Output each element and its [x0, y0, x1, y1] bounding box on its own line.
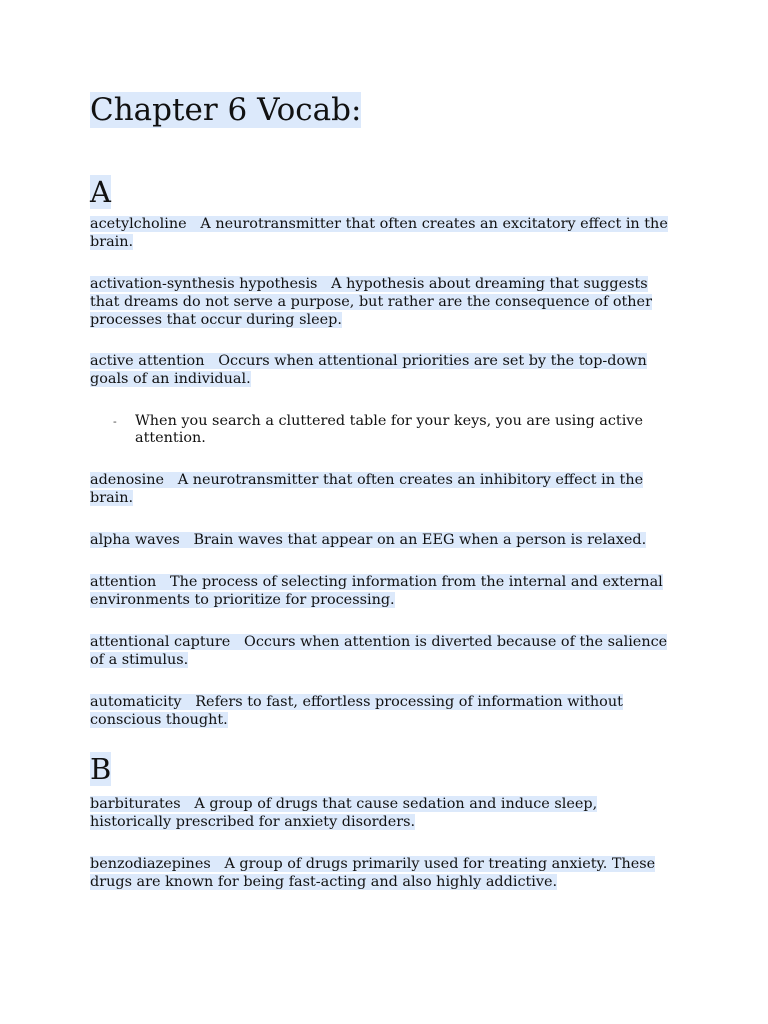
vocab-entry [90, 471, 670, 507]
bullet-dash: - [113, 415, 117, 428]
vocab-term: acetylcholine [90, 216, 187, 232]
vocab-definition: Brain waves that appear on an EEG when a person is relaxed. [193, 532, 647, 548]
vocab-definition: Occurs when attentional priorities are set by the top-down goals of an individual. [90, 353, 647, 387]
vocab-entry [90, 275, 670, 329]
vocab-term: automaticity [90, 694, 182, 710]
vocab-term: barbiturates [90, 796, 181, 812]
section-heading-b: B [90, 752, 112, 786]
vocab-definition: A neurotransmitter that often creates an inhibitory effect in the brain. [90, 472, 644, 506]
vocab-entry [90, 352, 670, 388]
vocab-term: attention [90, 574, 157, 590]
section-heading-a: A [90, 175, 111, 209]
vocab-definition: A neurotransmitter that often creates an excitatory effect in the brain. [90, 216, 668, 250]
page-title: Chapter 6 Vocab: [90, 92, 362, 128]
vocab-definition: A group of drugs primarily used for treating anxiety. These drugs are known for being fast-acting and also highly addictive. [90, 856, 656, 890]
vocab-term: attentional capture [90, 634, 231, 650]
vocab-term: active attention [90, 353, 205, 369]
vocab-definition: Occurs when attention is diverted because of the salience of a stimulus. [90, 634, 668, 668]
vocab-definition: A hypothesis about dreaming that suggests that dreams do not serve a purpose, but rather are the consequence of other processes that occur during sleep. [90, 276, 652, 328]
example-note-text: When you search a cluttered table for your keys, you are using active attention. [135, 413, 643, 446]
vocab-entry [90, 531, 670, 549]
vocab-definition: The process of selecting information from the internal and external environments to prioritize for processing. [90, 574, 663, 608]
vocab-entry [90, 573, 670, 609]
vocab-term: adenosine [90, 472, 165, 488]
vocab-entry [90, 215, 670, 251]
vocab-entry [90, 795, 670, 831]
vocab-term: activation-synthesis hypothesis [90, 276, 318, 292]
vocab-entry [90, 633, 670, 669]
example-note [110, 413, 655, 447]
vocab-entry [90, 693, 670, 729]
vocab-definition: A group of drugs that cause sedation and induce sleep, historically prescribed for anxiety disorders. [90, 796, 598, 830]
vocab-term: benzodiazepines [90, 856, 211, 872]
vocab-entry [90, 855, 670, 891]
vocab-term: alpha waves [90, 532, 180, 548]
vocab-definition: Refers to fast, effortless processing of information without conscious thought. [90, 694, 623, 728]
